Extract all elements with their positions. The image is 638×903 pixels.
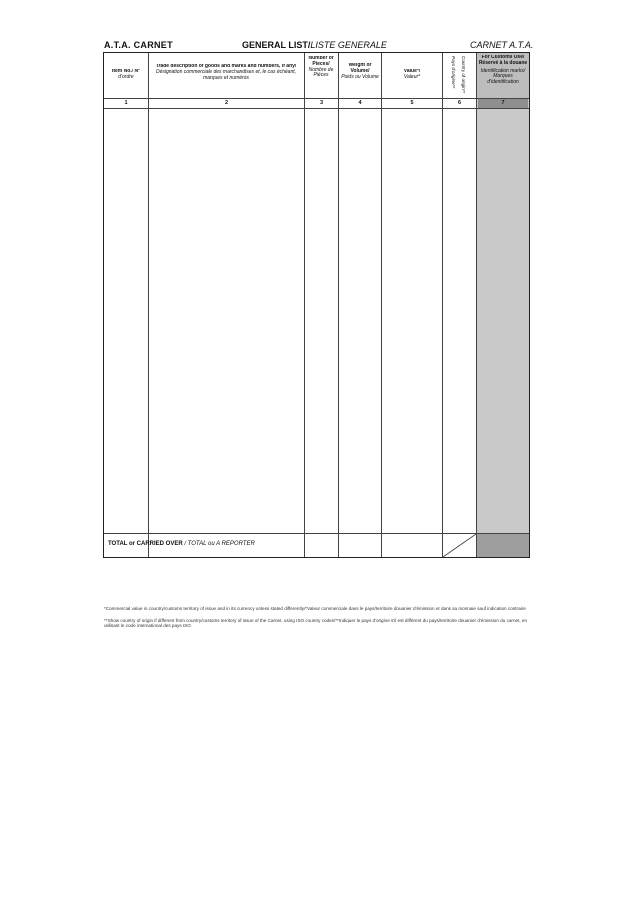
column-divider bbox=[381, 53, 382, 557]
header-pieces-fr: Nombre de Pièces bbox=[308, 66, 334, 79]
general-list-title bbox=[242, 40, 387, 51]
general-list-table bbox=[103, 52, 530, 558]
column-divider bbox=[304, 53, 305, 557]
column-divider bbox=[442, 53, 443, 557]
header-pieces-en: Number of Pieces/ bbox=[308, 56, 334, 67]
footnote-country: **Show country of origin if different from country/customs territory of issue of the Carnet, using ISO country codes/**Indiquer le pays d'origine s'il est différent du pays/territoire douanier d'émission du carnet, en utilisant le code international des pays ISO bbox=[104, 618, 528, 629]
header-item-no-fr: d'ordre bbox=[118, 73, 134, 80]
column-divider bbox=[148, 53, 149, 557]
general-list-title-en: GENERAL LIST/ bbox=[242, 40, 311, 50]
header-country-fr: Pays d'origine** bbox=[451, 56, 456, 89]
customs-use-total-cell bbox=[477, 534, 529, 557]
number-row-divider bbox=[104, 108, 529, 109]
total-label-en: TOTAL or CARRIED OVER bbox=[108, 541, 183, 547]
carnet-title: A.T.A. CARNET bbox=[104, 40, 173, 50]
header-customs-use-fr: Identification marks/ Marques d'identification bbox=[480, 67, 526, 86]
total-label bbox=[108, 540, 255, 548]
header-customs-use bbox=[478, 55, 528, 86]
carnet-title-fr: CARNET A.T.A. bbox=[470, 40, 534, 50]
column-divider bbox=[338, 53, 339, 557]
total-country-diagonal bbox=[443, 534, 476, 557]
footnote-value: *Commercial value in country/customs territory of issue and in its currency unless stated differently/*Valeur commerciale dans le pays/territoire douanier d'émission et dans sa monnaie sauf indication contraire bbox=[104, 606, 526, 611]
header-description bbox=[151, 64, 301, 81]
diagonal-line bbox=[443, 534, 476, 557]
header-value-en: Value*/ bbox=[403, 69, 421, 74]
column-number: 3 bbox=[319, 100, 324, 106]
header-weight-en: Weight or Volume/ bbox=[348, 63, 372, 74]
general-list-title-fr: LISTE GENERALE bbox=[310, 40, 387, 50]
header-pieces bbox=[305, 56, 337, 79]
header-description-en: Trade description of goods and marks and numbers, if any/ bbox=[155, 64, 297, 69]
column-number: 6 bbox=[457, 100, 462, 106]
header-value bbox=[383, 69, 441, 81]
column-number: 7 bbox=[501, 100, 505, 106]
header-country-of-origin bbox=[443, 55, 473, 97]
customs-use-column bbox=[477, 53, 529, 557]
header-value-fr: Valeur* bbox=[403, 73, 421, 80]
header-weight-fr: Poids ou Volume bbox=[341, 73, 379, 80]
column-number: 2 bbox=[224, 100, 229, 106]
column-number: 4 bbox=[358, 100, 362, 106]
header-item-no bbox=[105, 69, 147, 81]
header-item-no-en: Item No./ N° bbox=[111, 69, 141, 74]
column-number: 1 bbox=[124, 100, 128, 106]
header-country-en: Country of origin** bbox=[461, 56, 466, 94]
header-description-fr: Désignation commerciale des marchandises et, le cas échéant, marques et numéros bbox=[155, 68, 297, 81]
header-weight bbox=[340, 63, 380, 80]
total-label-fr: / TOTAL ou A REPORTER bbox=[182, 541, 255, 547]
column-divider bbox=[476, 53, 477, 557]
header-customs-use-en: For Customs Use/ Réservé à la douane bbox=[478, 55, 528, 66]
column-number: 5 bbox=[410, 100, 414, 106]
